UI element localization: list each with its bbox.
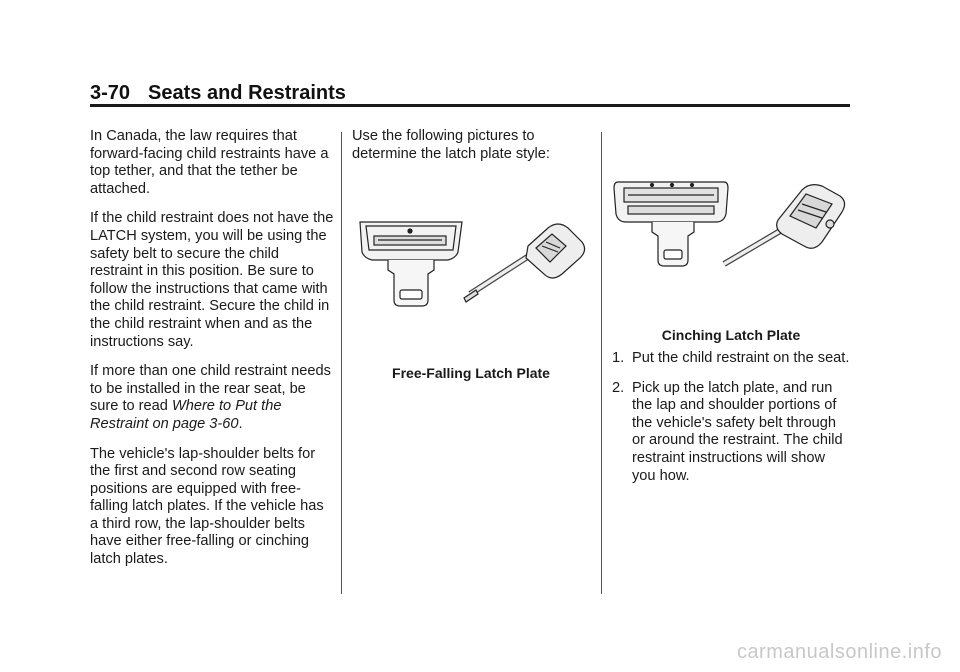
paragraph-intro: Use the following pictures to determine the latch plate style: <box>352 128 550 162</box>
step-number: 2. <box>612 379 625 396</box>
column-2 <box>352 128 590 175</box>
list-item <box>612 380 852 486</box>
column-3 <box>612 350 852 497</box>
free-falling-caption: Free-Falling Latch Plate <box>392 365 550 381</box>
paragraph-text: If more than one child restraint needs to be installed in the rear seat, be sure to read <box>90 363 331 415</box>
paragraph-canada-law: In Canada, the law requires that forward-facing child restraints have a top tether, and that the tether be attached. <box>90 128 329 197</box>
paragraph-no-latch: If the child restraint does not have the LATCH system, you will be using the safety belt to secure the child restraint in this position. Be sure to follow the instructions that came with the child restraint. Secure the child in the child restraint when and as the instructions say. <box>90 210 334 350</box>
step-text: Put the child restraint on the seat. <box>632 350 850 366</box>
column-divider-2 <box>601 132 602 594</box>
header-rule <box>90 104 850 107</box>
instruction-steps <box>612 350 852 485</box>
column-divider-1 <box>341 132 342 594</box>
column-1 <box>90 128 334 581</box>
paragraph-lap-shoulder-belts: The vehicle's lap-shoulder belts for the first and second row seating positions are equipped with free-falling latch plates. If the vehicle has a third row, the lap-shoulder belts have either free-falling or cinching latch plates. <box>90 445 324 568</box>
paragraph-multiple-restraints <box>90 363 334 433</box>
page-header <box>90 80 850 106</box>
cross-reference-link[interactable]: Where to Put the Restraint on page 3-60 <box>90 398 282 432</box>
list-item <box>612 350 852 368</box>
cinching-latch-plate-illustration <box>612 176 852 272</box>
paragraph-text-end: . <box>238 415 243 432</box>
cinching-caption: Cinching Latch Plate <box>661 327 801 343</box>
step-text: Pick up the latch plate, and run the lap and shoulder portions of the vehicle's safety belt through or around the restraint. The child restraint instructions will show you how. <box>632 379 843 484</box>
page-number: 3-70 <box>90 82 131 104</box>
free-falling-latch-plate-illustration <box>352 212 592 312</box>
watermark: carmanualsonline.info <box>736 641 942 663</box>
section-title: Seats and Restraints <box>148 82 346 104</box>
step-number: 1. <box>612 350 625 366</box>
